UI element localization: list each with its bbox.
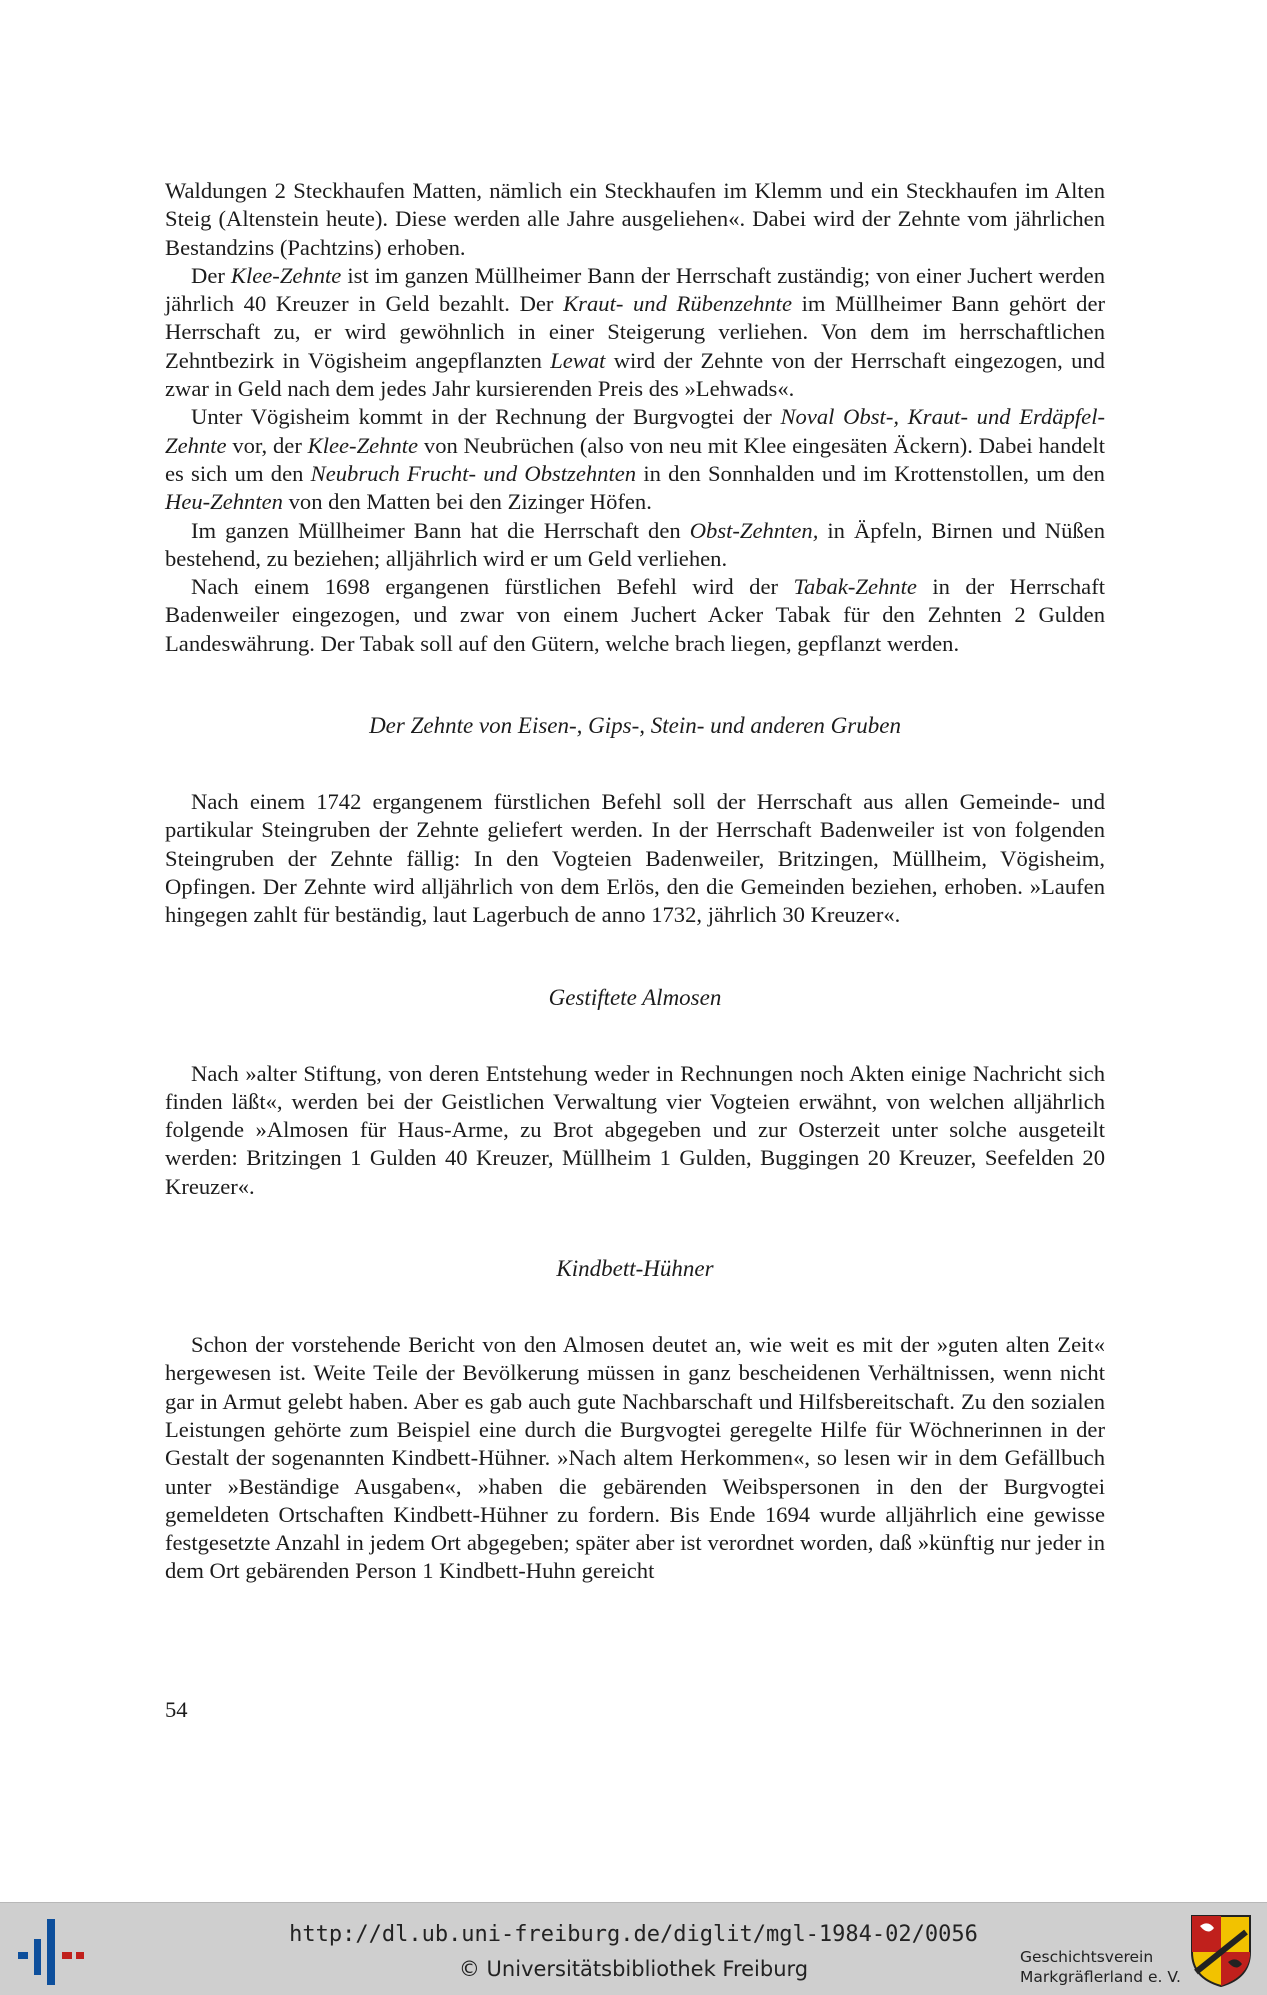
section-heading-almosen: Gestiftete Almosen	[548, 984, 722, 1010]
paragraph	[165, 517, 1105, 574]
text-run: in der Herrschaft Badenweiler eingezogen, und zwar von einem Juchert Acker Tabak für den Zehnten 2 Gulden Landeswährung. Der Tabak soll auf den Gütern, welche brach liegen, gepflanzt werden.	[165, 574, 1105, 656]
section-kindbett	[165, 1331, 1105, 1586]
text-run: von den Matten bei den Zizinger Höfen.	[282, 489, 652, 515]
section-gruben	[165, 788, 1105, 929]
body-text	[165, 177, 1105, 1586]
text-run: vor, der	[226, 432, 308, 458]
text-run: in den Sonnhalden und im Krottenstollen, um den	[636, 460, 1105, 486]
document-url-link[interactable]: http://dl.ub.uni-freiburg.de/diglit/mgl-1984-02/0056	[289, 1922, 978, 1947]
paragraph	[165, 788, 1105, 929]
society-name	[1020, 1947, 1181, 1987]
paragraph	[165, 403, 1105, 516]
italic-term: Tabak-Zehnte	[793, 574, 917, 600]
text-run: Nach einem 1742 ergangenem fürstlichen Befehl soll der Herrschaft aus allen Gemeinde- und partikular Steingruben der Zehnte geliefert werden. In der Herrschaft Badenweiler ist von folgenden Steingruben der Zehnte fällig: In den Vogteien Badenweiler, Britzingen, Müllheim, Vögisheim, Opfingen. Der Zehnte wird alljährlich von dem Erlös, den die Gemeinden beziehen, erhoben. »Laufen hingegen zahlt für beständig, laut Lagerbuch de anno 1732, jährlich 30 Kreuzer«.	[165, 789, 1105, 928]
italic-term: Obst-Zehnten,	[689, 517, 819, 543]
paragraph	[165, 262, 1105, 403]
italic-term: Heu-Zehnten	[165, 489, 283, 515]
text-run: Nach einem 1698 ergangenen fürstlichen Befehl wird der	[191, 574, 794, 600]
text-run: ist im ganzen Müllheimer Bann der Herrschaft zuständig; von einer Juchert werden jährlich 40 Kreuzer in Geld bezahlt. Der	[165, 262, 1105, 317]
text-run: von Neubrüchen (also von neu mit Klee eingesäten Äckern). Dabei handelt es sich um den	[165, 432, 1105, 486]
page-number: 54	[165, 1697, 188, 1722]
paragraph	[165, 177, 1105, 262]
text-run: Im ganzen Müllheimer Bann hat die Herrschaft den	[191, 517, 690, 543]
italic-term: Neubruch Frucht- und Obstzehnten	[310, 460, 637, 486]
text-run: in Äpfeln, Birnen und Nüßen bestehend, zu beziehen; alljährlich wird er um Geld verliehen.	[165, 517, 1105, 571]
coat-of-arms-icon	[1188, 1912, 1254, 1988]
section-almosen	[165, 1060, 1105, 1201]
italic-term: Kraut- und Rübenzehnte	[563, 291, 792, 317]
text-run: im Müllheimer Bann gehört der Herrschaft zu, er wird gewöhnlich in einer Steigerung verliehen. Von dem im herrschaftlichen Zehntbezirk in Vögisheim angepflanzten	[165, 291, 1106, 373]
paragraph	[165, 573, 1105, 658]
italic-term: Klee-Zehnte	[307, 432, 419, 458]
society-line-1: Geschichtsverein	[1020, 1948, 1154, 1966]
section-intro	[165, 177, 1105, 658]
text-run: Unter Vögisheim kommt in der Rechnung der Burgvogtei der	[191, 404, 781, 430]
text-run: Nach »alter Stiftung, von deren Entstehung weder in Rechnungen noch Akten einige Nachricht sich finden läßt«, werden bei der Geistlichen Verwaltung vier Vogteien erwähnt, von welchen alljährlich folgende »Almosen für Haus-Arme, zu Brot abgegeben und zur Osterzeit unter solche ausgeteilt werden: Britzingen 1 Gulden 40 Kreuzer, Müllheim 1 Gulden, Buggingen 20 Kreuzer, Seefelden 20 Kreuzer«.	[165, 1060, 1105, 1199]
text-run: wird der Zehnte von der Herrschaft eingezogen, und zwar in Geld nach dem jedes Jahr kursierenden Preis des »Lehwads«.	[165, 347, 1105, 402]
copyright-text: © Universitätsbibliothek Freiburg	[458, 1957, 809, 1981]
text-run: Waldungen 2 Steckhaufen Matten, nämlich ein Steckhaufen im Klemm und ein Steckhaufen im Alten Steig (Altenstein heute). Diese werden alle Jahre ausgeliehen«. Dabei wird der Zehnte vom jährlichen Bestandzins (Pachtzins) erhoben.	[165, 178, 1105, 260]
paragraph	[165, 1060, 1105, 1201]
paragraph	[165, 1331, 1105, 1586]
italic-term: Klee-Zehnte	[230, 262, 342, 288]
section-heading-gruben: Der Zehnte von Eisen-, Gips-, Stein- und anderen Gruben	[369, 713, 901, 739]
viewer-footer	[0, 1902, 1267, 1995]
text-run: Schon der vorstehende Bericht von den Almosen deutet an, wie weit es mit der »guten alten Zeit« hergewesen ist. Weite Teile der Bevölkerung müssen in ganz bescheidenen Verhältnissen, wenn nicht gar in Armut gelebt haben. Aber es gab auch gute Nachbarschaft und Hilfsbereitschaft. Zu den sozialen Leistungen gehörte zum Beispiel eine durch die Burgvogtei geregelte Hilfe für Wöchnerinnen in der Gestalt der sogenannten Kindbett-Hühner. »Nach altem Herkommen«, so lesen wir in dem Gefällbuch unter »Beständige Ausgaben«, »haben die gebärenden Weibspersonen in den der Burgvogtei gemeldeten Ortschaften Kindbett-Hühner zu fordern. Bis Ende 1694 wurde alljährlich eine gewisse festgesetzte Anzahl in jedem Ort abgegeben; später aber ist verordnet worden, daß »künftig nur jeder in dem Ort gebärenden Person 1 Kindbett-Huhn gereicht	[165, 1332, 1105, 1584]
society-line-2: Markgräflerland e. V.	[1020, 1968, 1181, 1986]
section-heading-kindbett: Kindbett-Hühner	[556, 1256, 714, 1282]
text-run: Der	[191, 262, 231, 288]
italic-term: Lewat	[550, 347, 606, 373]
italic-term: Noval Obst-, Kraut- und Erdäpfel-Zehnte	[165, 404, 1106, 458]
